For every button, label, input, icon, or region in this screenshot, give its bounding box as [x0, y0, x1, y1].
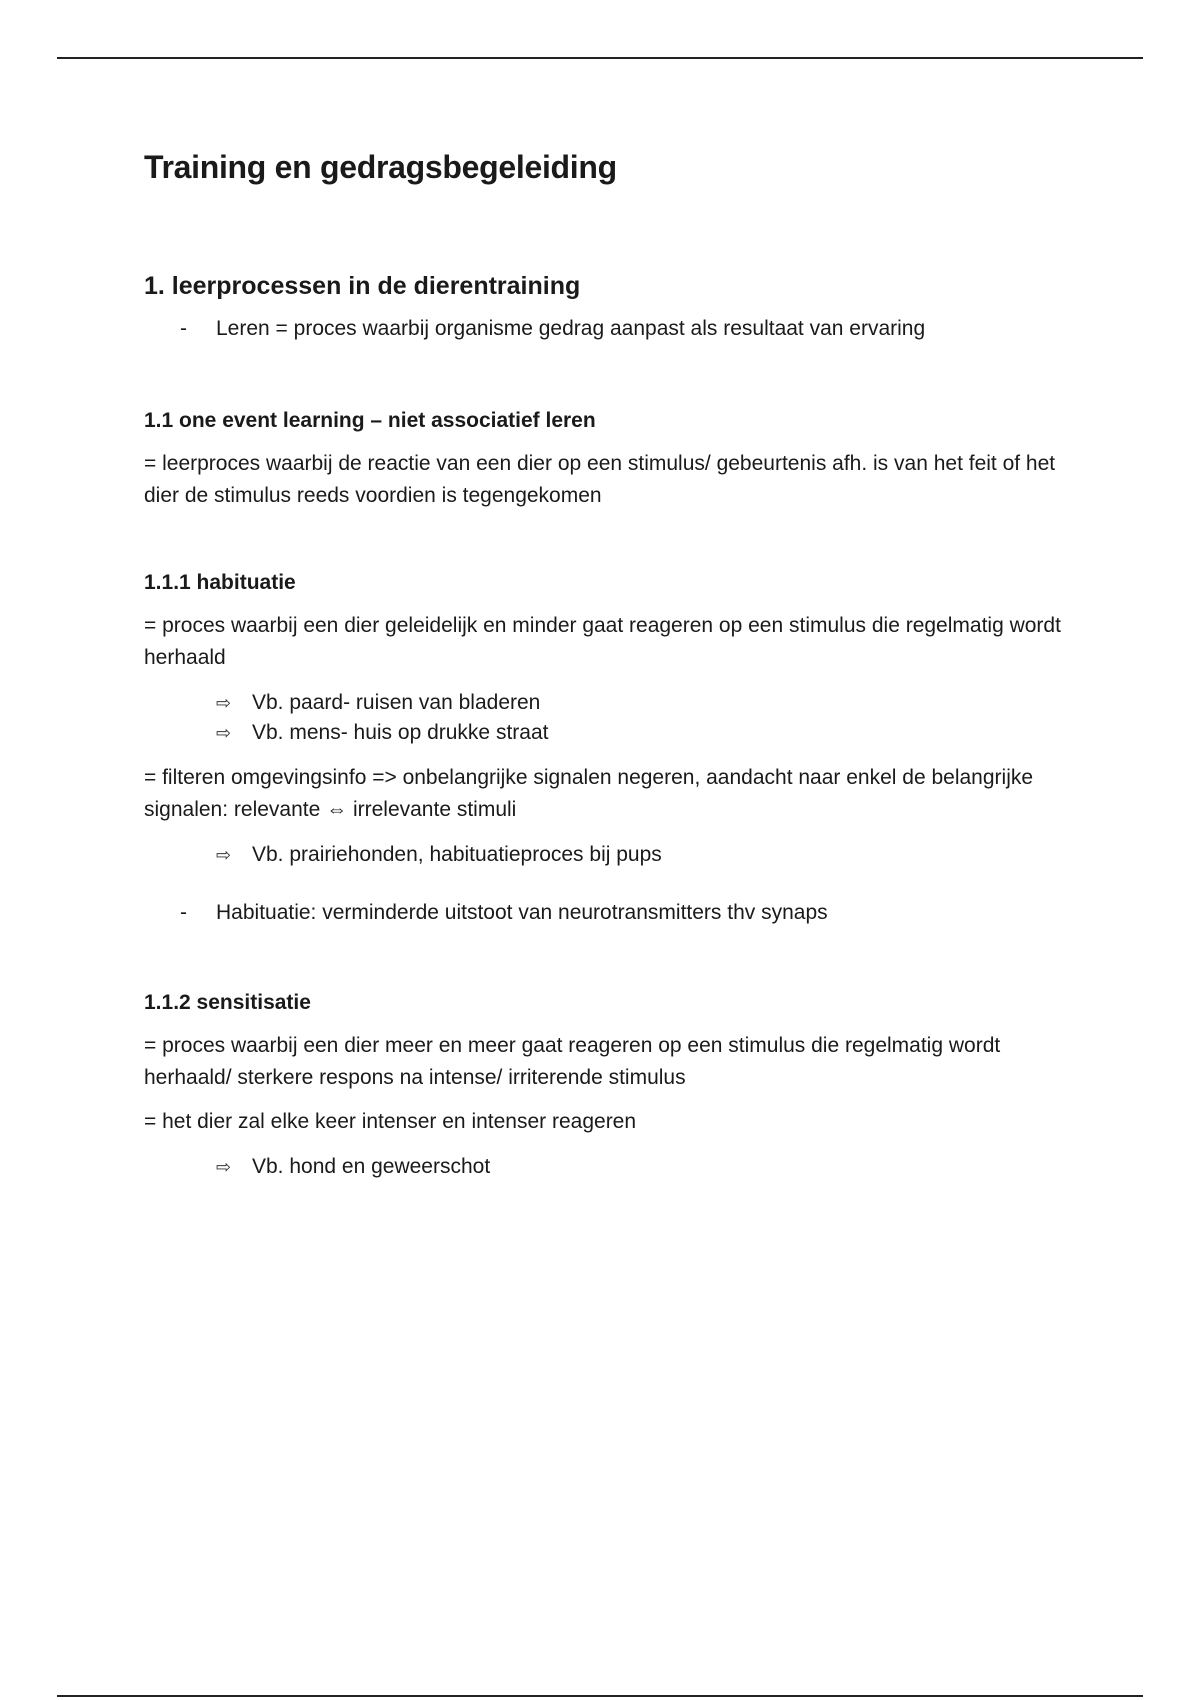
list-item — [144, 688, 1064, 718]
list-item-text: Vb. prairiehonden, habituatieproces bij pups — [252, 843, 662, 866]
list-item-text: Vb. paard- ruisen van bladeren — [252, 691, 541, 714]
document-title: Training en gedragsbegeleiding — [144, 149, 617, 185]
dash-bullet: - — [180, 901, 187, 924]
dash-bullet: - — [180, 317, 187, 340]
arrow-right-icon: ⇨ — [216, 723, 232, 743]
list-item — [144, 840, 1064, 870]
section-1-1-1-heading: 1.1.1 habituatie — [144, 571, 296, 594]
arrow-right-icon: ⇨ — [216, 1157, 232, 1177]
list-item-text: Habituatie: verminderde uitstoot van neurotransmitters thv synaps — [216, 901, 828, 924]
list-item — [144, 898, 1064, 928]
document-page — [144, 140, 1064, 1182]
list-item-text: Vb. hond en geweerschot — [252, 1155, 491, 1178]
list-item-text: Vb. mens- huis op drukke straat — [252, 721, 549, 744]
section-1-1-heading: 1.1 one event learning – niet associatief leren — [144, 409, 596, 432]
section-1-1-2-definition: = proces waarbij een dier meer en meer gaat reageren op een stimulus die regelmatig wordt herhaald/ sterkere respons na intense/ irriterende stimulus — [144, 1034, 1001, 1089]
example-list — [144, 688, 1064, 748]
arrow-right-icon: ⇨ — [216, 693, 232, 713]
example-list — [144, 1152, 1064, 1182]
list-item — [144, 718, 1064, 748]
section-1-1-2-heading: 1.1.2 sensitisatie — [144, 991, 311, 1014]
section-1-1-1-definition: = proces waarbij een dier geleidelijk en minder gaat reageren op een stimulus die regelmatig wordt herhaald — [144, 614, 1061, 669]
list-item-text: Leren = proces waarbij organisme gedrag aanpast als resultaat van ervaring — [216, 317, 926, 340]
arrow-right-icon: ⇨ — [216, 845, 232, 865]
example-list — [144, 840, 1064, 870]
list-item — [144, 1152, 1064, 1182]
section-1-heading: 1. leerprocessen in de dierentraining — [144, 272, 581, 300]
section-1-1-definition: = leerproces waarbij de reactie van een dier op een stimulus/ gebeurtenis afh. is van het feit of het dier de stimulus reeds voordien is tegengekomen — [144, 452, 1056, 507]
list-item — [144, 314, 1064, 344]
filter-paragraph: = filteren omgevingsinfo => onbelangrijke signalen negeren, aandacht naar enkel de belangrijke signalen: relevante ⇔ irrelevante stimuli — [144, 766, 1034, 821]
section-1-1-2-definition-2: = het dier zal elke keer intenser en intenser reageren — [144, 1110, 637, 1133]
top-border-line — [57, 57, 1143, 59]
bottom-border-line — [57, 1695, 1143, 1697]
